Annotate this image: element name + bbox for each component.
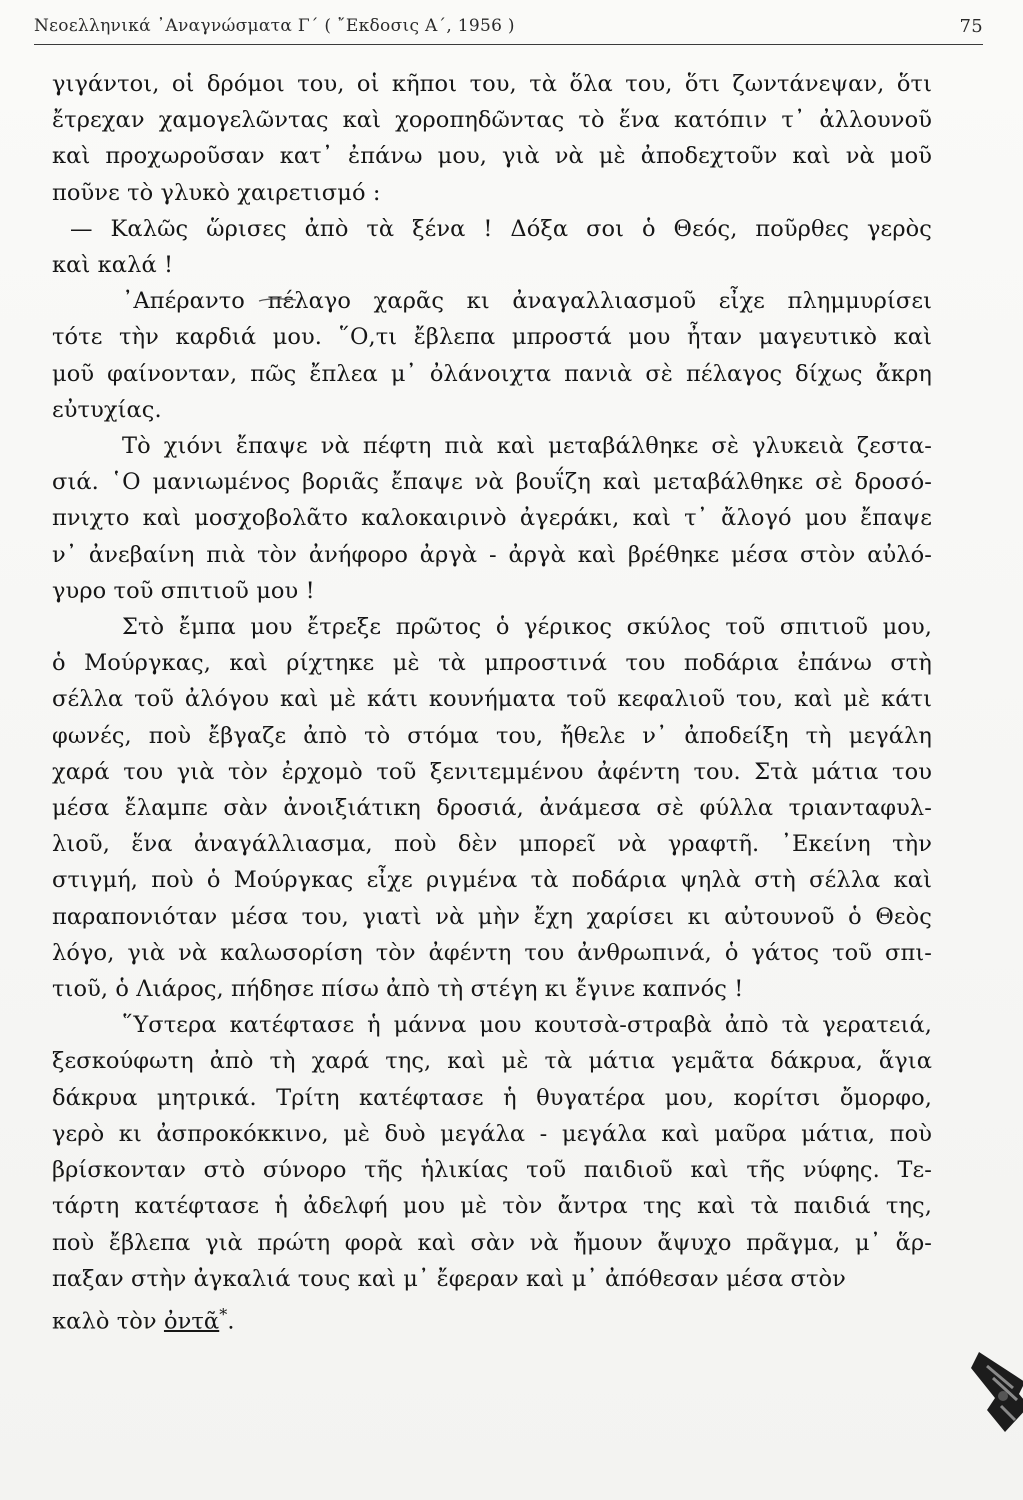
text-line: Στὸ ἔμπα μου ἔτρεξε πρῶτος ὁ γέρικος σκύλος τοῦ σπιτιοῦ μου, bbox=[122, 614, 932, 641]
text-line: γιγάντοι, οἱ δρόμοι του, οἱ κῆποι του, τὰ ὅλα του, ὅτι ζωντάνεψαν, ὅτι bbox=[52, 71, 932, 97]
book-title: Νεοελληνικά ᾿Αναγνώσματα Γ´ ( ῎Εκδοσις Α´, 1956 ) bbox=[34, 16, 515, 36]
text-line: ἔτρεχαν χαμογελῶντας καὶ χοροπηδῶντας τὸ ἕνα κατόπιν τ᾿ ἀλλουνοῦ bbox=[52, 107, 932, 134]
text-line: παξαν στὴν ἀγκαλιά τους καὶ μ᾿ ἔφεραν καὶ μ᾿ ἀπόθεσαν μέσα στὸν bbox=[52, 1265, 846, 1292]
text-line: — Καλῶς ὥρισες ἀπὸ τὰ ξένα ! Δόξα σοι ὁ Θεός, ποῦρθες γερὸς bbox=[70, 215, 932, 242]
final-line-start: καλὸ τὸν bbox=[52, 1308, 164, 1335]
text-line: τάρτη κατέφτασε ἡ ἀδελφή μου μὲ τὸν ἄντρα της καὶ τὰ παιδιά της, bbox=[52, 1193, 932, 1220]
text-line: ποῦνε τὸ γλυκὸ χαιρετισμό : bbox=[52, 179, 381, 206]
underlined-word: ὀντᾶ bbox=[163, 1308, 220, 1335]
text-line: λιοῦ, ἕνα ἀναγάλλιασμα, ποὺ δὲν μπορεῖ νὰ γραφτῆ. ᾿Εκείνη τὴν bbox=[52, 831, 932, 858]
footnote-mark: * bbox=[219, 1304, 228, 1324]
text-line: καὶ προχωροῦσαν κατ᾿ ἐπάνω μου, γιὰ νὰ μὲ ἀποδεχτοῦν καὶ νὰ μοῦ bbox=[52, 143, 932, 170]
text-line: ν᾿ ἀνεβαίνη πιὰ τὸν ἀνήφορο ἀργὰ - ἀργὰ καὶ βρέθηκε μέσα στὸν αὐλό- bbox=[52, 541, 932, 568]
pencil-mark bbox=[258, 297, 298, 303]
text-line: στιγμή, ποὺ ὁ Μούργκας εἶχε ριγμένα τὰ ποδάρια ψηλὰ στὴ σέλλα καὶ bbox=[52, 867, 932, 894]
final-line-end: . bbox=[227, 1308, 235, 1335]
text-line: μοῦ φαίνονταν, πῶς ἔπλεα μ᾿ ὀλάνοιχτα πανιὰ σὲ πέλαγος δίχως ἄκρη bbox=[52, 360, 932, 387]
text-line: Τὸ χιόνι ἔπαψε νὰ πέφτη πιὰ καὶ μεταβάλθηκε σὲ γλυκειὰ ζεστα- bbox=[122, 433, 932, 460]
text-line: λόγο, γιὰ νὰ καλωσορίση τὸν ἀφέντη του ἀνθρωπινά, ὁ γάτος τοῦ σπι- bbox=[52, 939, 932, 966]
text-line: ῞Υστερα κατέφτασε ἡ μάννα μου κουτσὰ-στραβὰ ἀπὸ τὰ γερατειά, bbox=[122, 1012, 932, 1039]
text-line: χαρά του γιὰ τὸν ἐρχομὸ τοῦ ξενιτεμμένου ἀφέντη του. Στὰ μάτια του bbox=[52, 758, 932, 785]
text-line: ποὺ ἔβλεπα γιὰ πρώτη φορὰ καὶ σὰν νὰ ἤμουν ἄψυχο πρᾶγμα, μ᾿ ἅρ- bbox=[52, 1229, 932, 1256]
text-line: φωνές, ποὺ ἔβγαζε ἀπὸ τὸ στόμα του, ἤθελε ν᾿ ἀποδείξη τὴ μεγάλη bbox=[52, 722, 932, 749]
text-line: ξεσκούφωτη ἀπὸ τὴ χαρά της, καὶ μὲ τὰ μάτια γεμᾶτα δάκρυα, ἅγια bbox=[52, 1048, 932, 1075]
running-header bbox=[34, 8, 983, 45]
text-line: εὐτυχίας. bbox=[52, 396, 162, 423]
text-line: σέλλα τοῦ ἀλόγου καὶ μὲ κάτι κουνήματα τοῦ κεφαλιοῦ του, καὶ μὲ κάτι bbox=[52, 686, 932, 713]
text-line: τιοῦ, ὁ Λιάρος, πήδησε πίσω ἀπὸ τὴ στέγη κι ἔγινε καπνός ! bbox=[52, 976, 744, 1003]
text-line: καὶ καλά ! bbox=[52, 252, 174, 279]
binding-clip-icon bbox=[965, 1348, 1023, 1438]
text-line: ᾿Απέραντο πέλαγο χαρᾶς κι ἀναγαλλιασμοῦ εἶχε πλημμυρίσει bbox=[122, 288, 932, 315]
text-line: δάκρυα μητρικά. Τρίτη κατέφτασε ἡ θυγατέρα μου, κορίτσι ὄμορφο, bbox=[52, 1084, 932, 1111]
text-line: ὁ Μούργκας, καὶ ρίχτηκε μὲ τὰ μπροστινά του ποδάρια ἐπάνω στὴ bbox=[52, 650, 932, 677]
text-line: γυρο τοῦ σπιτιοῦ μου ! bbox=[52, 577, 315, 604]
body-text bbox=[52, 66, 932, 1340]
text-line: γερὸ κι ἀσπροκόκκινο, μὲ δυὸ μεγάλα - μεγάλα καὶ μαῦρα μάτια, ποὺ bbox=[52, 1120, 932, 1147]
text-line: μέσα ἔλαμπε σὰν ἀνοιξιάτικη δροσιά, ἀνάμεσα σὲ φύλλα τριανταφυλ- bbox=[52, 795, 932, 822]
text-line: σιά. ῾Ο μανιωμένος βοριᾶς ἔπαψε νὰ βουΐζη καὶ μεταβάλθηκε σὲ δροσό- bbox=[52, 469, 932, 496]
page-number: 75 bbox=[959, 15, 983, 37]
text-line: βρίσκονταν στὸ σύνορο τῆς ἡλικίας τοῦ παιδιοῦ καὶ τῆς νύφης. Τε- bbox=[52, 1157, 932, 1184]
text-line: τότε τὴν καρδιά μου. ῞Ο,τι ἔβλεπα μπροστά μου ἦταν μαγευτικὸ καὶ bbox=[52, 324, 932, 351]
final-text-line bbox=[52, 1297, 932, 1340]
text-line: παραπονιόταν μέσα του, γιατὶ νὰ μὴν ἔχη χαρίσει κι αὐτουνοῦ ὁ Θεὸς bbox=[52, 903, 932, 930]
text-line: πνιχτο καὶ μοσχοβολᾶτο καλοκαιρινὸ ἀγεράκι, καὶ τ᾿ ἄλογό μου ἔπαψε bbox=[52, 505, 932, 532]
